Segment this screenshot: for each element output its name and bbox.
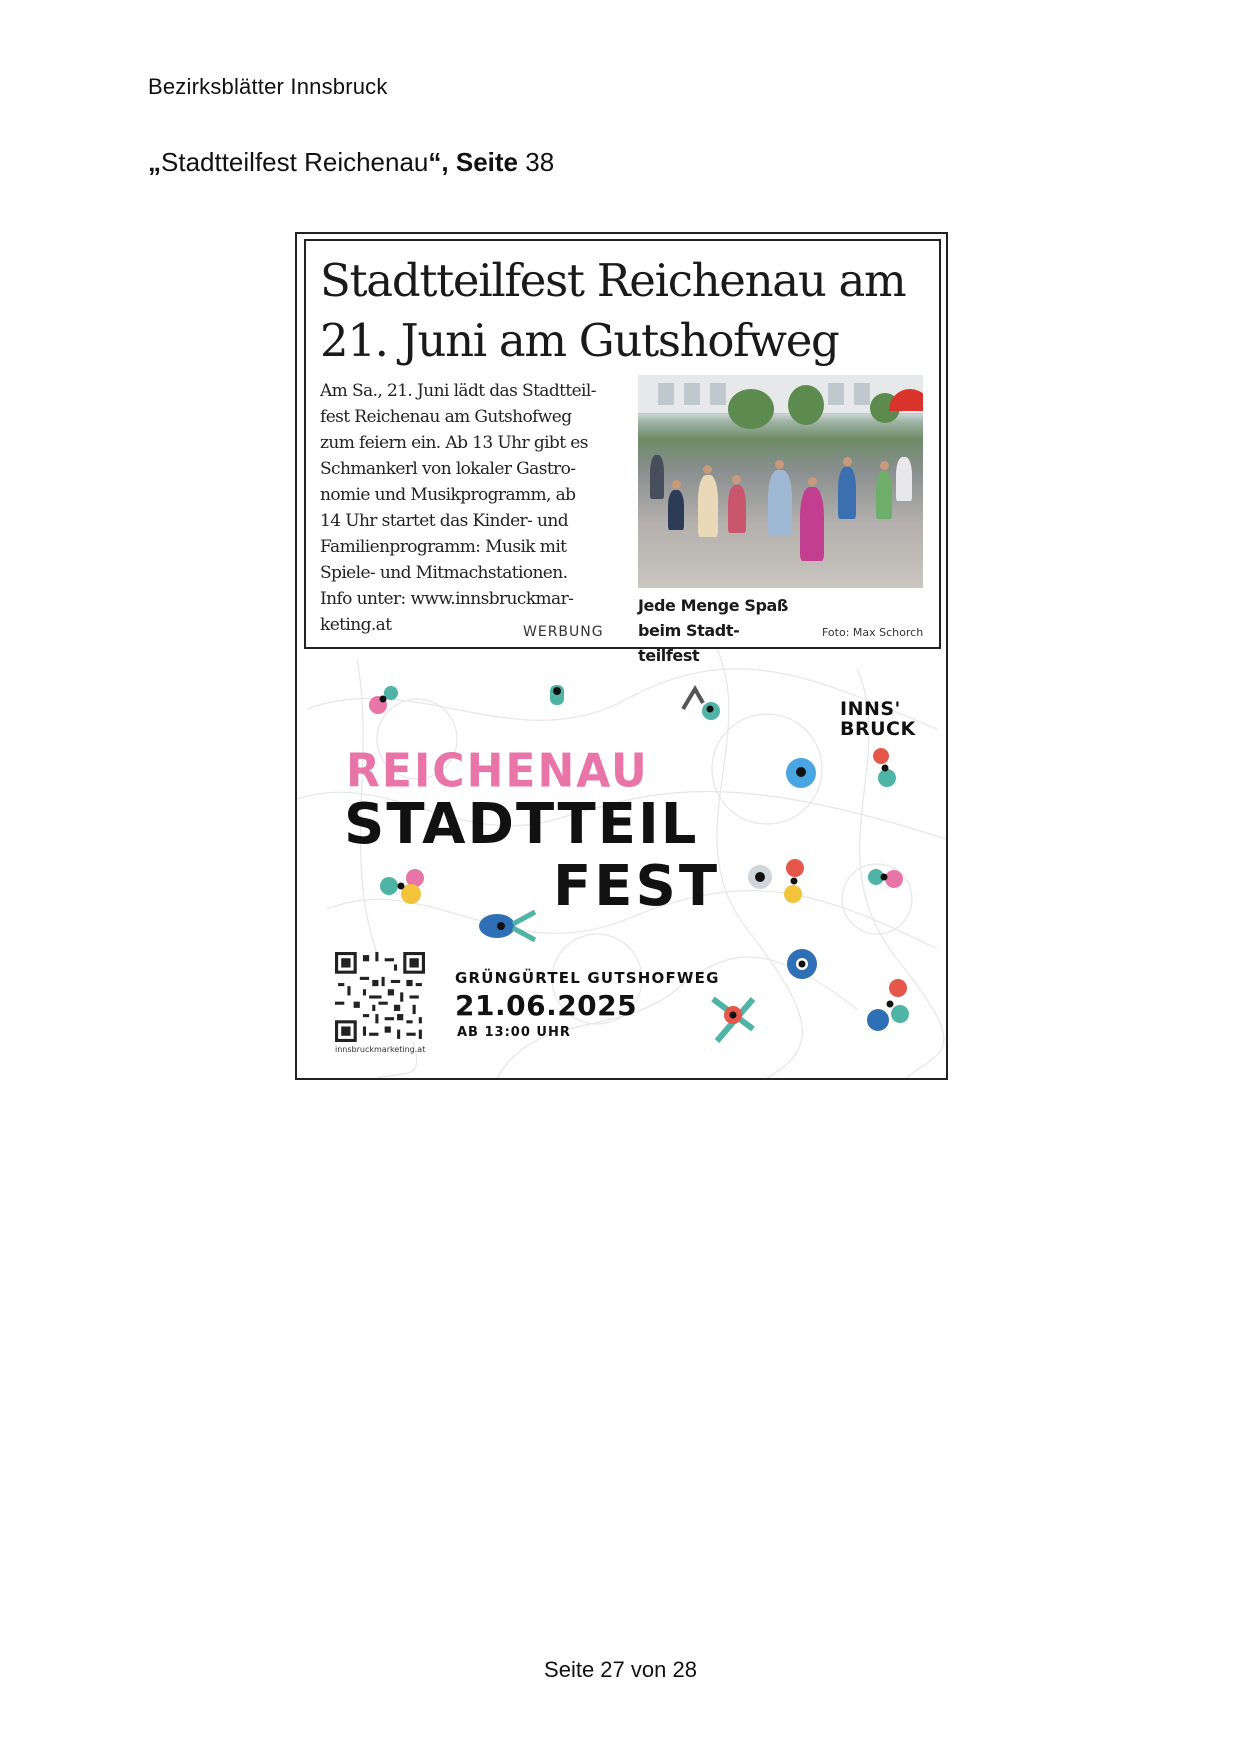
photo-child (896, 457, 912, 501)
photo-child-head (703, 465, 712, 474)
news-article-box (304, 239, 941, 665)
dancer-figure-icon (782, 754, 820, 792)
photo-window (684, 383, 700, 405)
body-line: 14 Uhr startet das Kinder- und (320, 511, 569, 531)
photo-child (876, 471, 892, 519)
festival-photo (638, 375, 923, 588)
dancer-figure-icon (542, 679, 576, 713)
dancer-figure-icon (677, 679, 723, 725)
photo-child (650, 455, 664, 499)
dancer-figure-icon (375, 864, 435, 908)
event-advertisement (297, 649, 946, 1078)
ad-marker: WERBUNG (523, 624, 604, 640)
innsbruck-logo (840, 699, 916, 739)
photo-child (838, 467, 856, 519)
article-reference (148, 147, 554, 178)
body-line: Spiele- und Mitmachstationen. (320, 563, 568, 583)
photo-credit: Foto: Max Schorch (822, 626, 924, 639)
ad-date: 21.06.2025 (455, 989, 638, 1022)
caption-line-2: teilfest (638, 646, 700, 665)
photo-child-head (732, 475, 741, 484)
body-line: zum feiern ein. Ab 13 Uhr gibt es (320, 433, 588, 453)
qr-url: innsbruckmarketing.at (335, 1045, 426, 1054)
headline-line-1: Stadtteilfest Reichenau am (320, 254, 906, 307)
dancer-figure-icon (862, 859, 908, 895)
qr-code (335, 952, 425, 1042)
photo-child-head (843, 457, 852, 466)
photo-window (854, 383, 870, 405)
body-line: keting.at (320, 615, 392, 635)
ad-title-reichenau: REICHENAU (346, 744, 649, 799)
news-headline (320, 251, 940, 371)
photo-child-head (672, 480, 681, 489)
document-source: Bezirksblätter Innsbruck (148, 74, 388, 99)
dancer-figure-icon (365, 679, 405, 719)
ad-venue: GRÜNGÜRTEL GUTSHOFWEG (455, 969, 720, 987)
quote-open: „ (148, 147, 161, 177)
dancer-figure-icon (475, 904, 541, 948)
headline-line-2: 21. Juni am Gutshofweg (320, 314, 839, 367)
dancer-figure-icon (742, 859, 778, 895)
photo-child (800, 487, 824, 561)
photo-tree (788, 385, 824, 425)
photo-window (710, 383, 726, 405)
logo-line-2: BRUCK (840, 718, 916, 740)
news-body (320, 378, 620, 638)
caption-line-1: Jede Menge Spaß beim Stadt- (638, 596, 789, 640)
body-line: nomie und Musikprogramm, ab (320, 485, 576, 505)
dancer-figure-icon (777, 854, 813, 910)
dancer-figure-icon (707, 989, 763, 1049)
ad-title-stadtteil: STADTTEIL (344, 792, 699, 857)
page-number: 38 (525, 147, 555, 177)
photo-child-head (808, 477, 817, 486)
dancer-figure-icon (862, 974, 922, 1040)
photo-window (658, 383, 674, 405)
body-line: fest Reichenau am Gutshofweg (320, 407, 572, 427)
body-line: Info unter: www.innsbruckmar- (320, 589, 574, 609)
body-line: Am Sa., 21. Juni lädt das Stadtteil- (320, 381, 596, 401)
quote-close: “, (428, 147, 449, 177)
body-line: Schmankerl von lokaler Gastro- (320, 459, 576, 479)
photo-child (768, 470, 792, 536)
page-footer: Seite 27 von 28 (544, 1657, 697, 1682)
ad-title-fest: FEST (553, 854, 721, 919)
article-title: Stadtteilfest Reichenau (161, 147, 429, 177)
ad-time: AB 13:00 UHR (457, 1025, 571, 1040)
photo-child (698, 475, 718, 537)
newspaper-clipping (295, 232, 948, 1080)
photo-child-head (775, 460, 784, 469)
logo-line-1: INNS' (840, 698, 901, 720)
photo-window (828, 383, 844, 405)
photo-tree (728, 389, 774, 429)
dancer-figure-icon (867, 744, 903, 794)
page-label: Seite (455, 147, 519, 177)
dancer-figure-icon (782, 944, 822, 984)
photo-child (728, 485, 746, 533)
body-line: Familienprogramm: Musik mit (320, 537, 567, 557)
photo-child-head (880, 461, 889, 470)
photo-child (668, 490, 684, 530)
